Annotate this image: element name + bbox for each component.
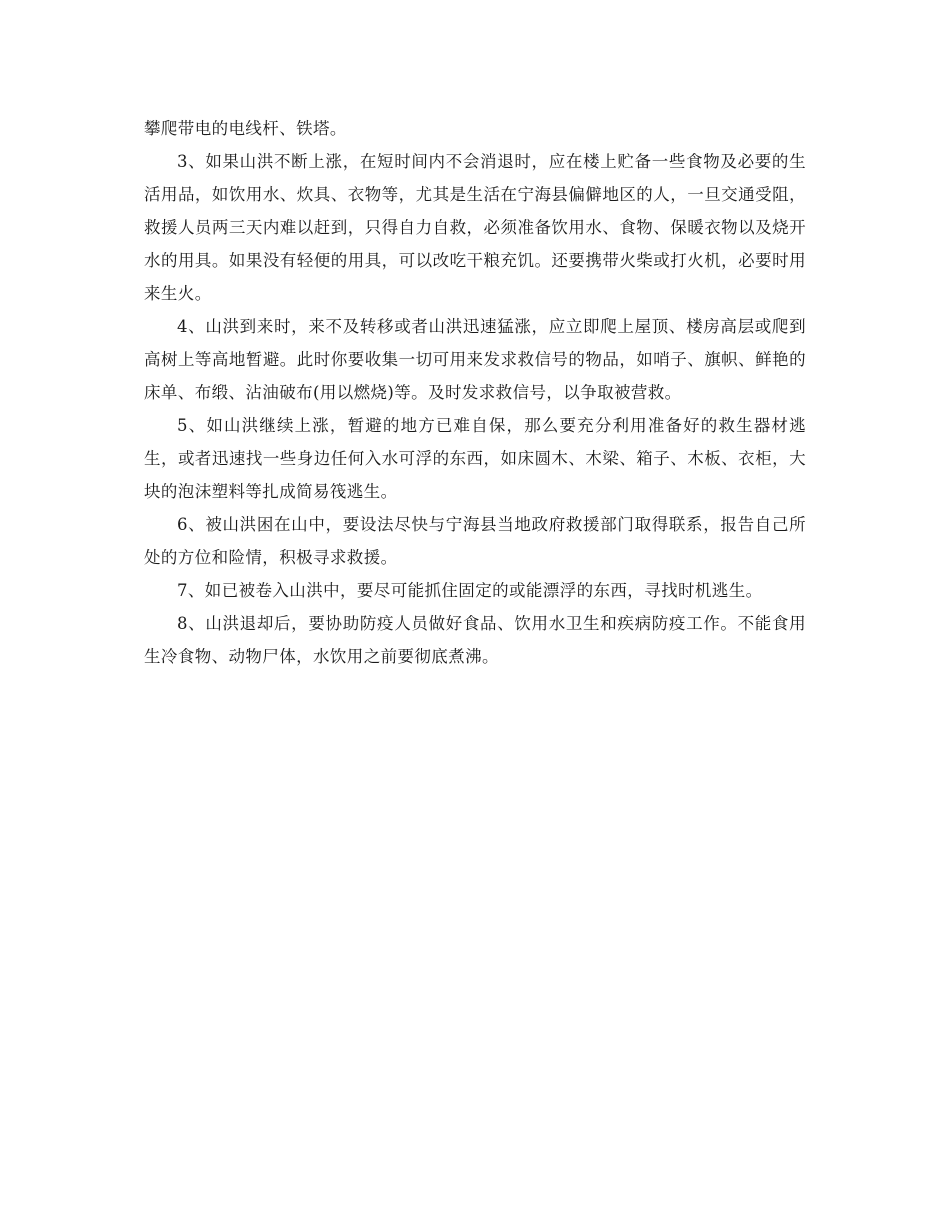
paragraph-item-6: 6、被山洪困在山中，要设法尽快与宁海县当地政府救援部门取得联系，报告自己所处的方位和险情，积极寻求救援。: [144, 515, 806, 567]
document-body: [144, 112, 806, 673]
paragraph-item-8: 8、山洪退却后，要协助防疫人员做好食品、饮用水卫生和疾病防疫工作。不能食用生冷食物、动物尸体，水饮用之前要彻底煮沸。: [144, 614, 806, 666]
paragraph-item-4: 4、山洪到来时，来不及转移或者山洪迅速猛涨，应立即爬上屋顶、楼房高层或爬到高树上等高地暂避。此时你要收集一切可用来发求救信号的物品，如哨子、旗帜、鲜艳的床单、布缎、沾油破布(用以燃烧)等。及时发求救信号，以争取被营救。: [144, 317, 806, 402]
paragraph-item-5: 5、如山洪继续上涨，暂避的地方已难自保，那么要充分利用准备好的救生器材逃生，或者迅速找一些身边任何入水可浮的东西，如床圆木、木梁、箱子、木板、衣柜，大块的泡沫塑料等扎成简易筏逃生。: [144, 416, 806, 501]
paragraph-continuation: 攀爬带电的电线杆、铁塔。: [144, 119, 347, 138]
paragraph-item-7: 7、如已被卷入山洪中，要尽可能抓住固定的或能漂浮的东西，寻找时机逃生。: [177, 581, 763, 600]
paragraph-item-3: 3、如果山洪不断上涨，在短时间内不会消退时，应在楼上贮备一些食物及必要的生活用品，如饮用水、炊具、衣物等，尤其是生活在宁海县偏僻地区的人，一旦交通受阻，救援人员两三天内难以赶到，只得自力自救，必须准备饮用水、食物、保暖衣物以及烧开水的用具。如果没有轻便的用具，可以改吃干粮充饥。还要携带火柴或打火机，必要时用来生火。: [144, 152, 806, 303]
